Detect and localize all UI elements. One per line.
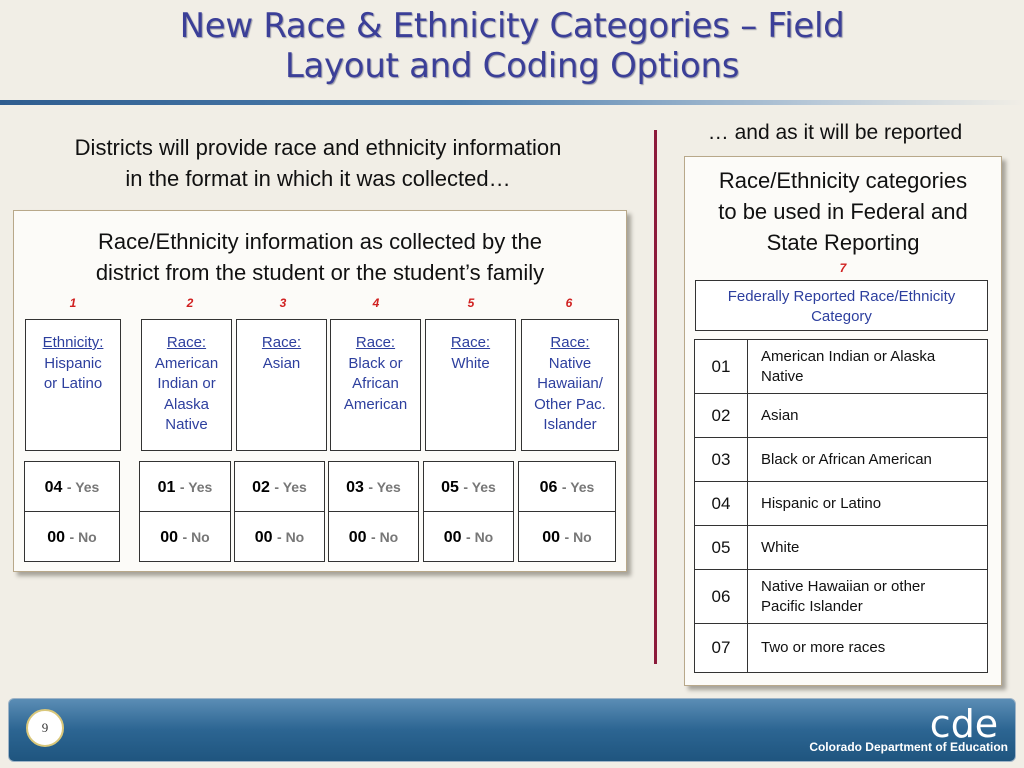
- category-name-line: Islander: [543, 416, 597, 433]
- federal-label-line: Pacific Islander: [761, 597, 863, 615]
- no-code: 00: [443, 529, 462, 546]
- federal-header-line-2: Category: [811, 308, 872, 325]
- federal-code: 01: [695, 340, 748, 393]
- category-name: [142, 354, 231, 436]
- category-name-line: Native: [165, 416, 208, 433]
- category-name-line: or Latino: [43, 375, 103, 392]
- no-code-row: [140, 512, 230, 562]
- federal-label-line: American Indian or Alaska: [761, 347, 936, 365]
- yes-label: - Yes: [368, 479, 401, 495]
- category-name-line: Black or: [348, 354, 403, 372]
- federal-label: Black or African American: [761, 450, 932, 468]
- federal-code: 06: [695, 570, 748, 623]
- category-name-line: Indian or: [157, 375, 216, 392]
- no-label: - No: [466, 529, 494, 545]
- table-row: [695, 526, 987, 570]
- federal-label: Hispanic or Latino: [761, 494, 882, 512]
- collected-title-line-1: Race/Ethnicity information as collected by the: [98, 229, 542, 254]
- federal-category-header: [695, 280, 988, 331]
- org-name: Colorado Department of Education: [809, 740, 1008, 754]
- table-row: [695, 482, 987, 526]
- federal-label: [761, 570, 983, 623]
- no-code: 00: [254, 529, 273, 546]
- category-name-line: Hispanic: [44, 354, 102, 372]
- table-row: [695, 340, 987, 394]
- no-code: 00: [348, 529, 367, 546]
- yes-code-row: [25, 462, 119, 512]
- category-box-ethnicity: [25, 319, 121, 451]
- category-name: [237, 354, 326, 375]
- no-code: 00: [542, 529, 561, 546]
- reported-title-line-1: Race/Ethnicity categories: [718, 168, 968, 193]
- no-label: - No: [69, 529, 97, 545]
- category-heading: Ethnicity:: [42, 334, 104, 351]
- category-name-line: Alaska: [163, 395, 210, 413]
- federal-code: 02: [695, 394, 748, 437]
- yes-code-row: [140, 462, 230, 512]
- category-name-line: Asian: [262, 354, 301, 372]
- category-box-native-hawaiian: [521, 319, 619, 451]
- federal-code: 07: [695, 624, 748, 672]
- code-box-american-indian: [139, 461, 231, 562]
- reported-title-line-3: State Reporting: [766, 230, 920, 255]
- category-name: [26, 354, 120, 395]
- category-number-7: 7: [839, 261, 847, 275]
- yes-code-row: [519, 462, 615, 512]
- category-box-white: [425, 319, 516, 451]
- no-label: - No: [371, 529, 399, 545]
- category-name: [522, 354, 618, 436]
- category-box-asian: [236, 319, 327, 451]
- slide-title-line-1: New Race & Ethnicity Categories – Field: [179, 6, 845, 46]
- federal-label-line: Native: [761, 367, 804, 385]
- yes-label: - Yes: [463, 479, 496, 495]
- collected-panel-title: [14, 226, 626, 288]
- federal-label: Two or more races: [761, 639, 886, 656]
- category-heading: Race:: [261, 334, 302, 351]
- federal-label: [761, 340, 983, 393]
- category-name-line: Native: [548, 354, 592, 372]
- yes-code: 04: [44, 479, 63, 496]
- category-box-black: [330, 319, 421, 451]
- yes-label: - Yes: [274, 479, 307, 495]
- yes-code: 05: [441, 479, 459, 496]
- category-name-line: African: [352, 375, 399, 392]
- no-label: - No: [277, 529, 305, 545]
- code-box-ethnicity: [24, 461, 120, 562]
- table-row: [695, 624, 987, 672]
- reported-heading: … and as it will be reported: [707, 121, 963, 144]
- category-name-line: Hawaiian/: [537, 375, 603, 392]
- category-heading: Race:: [550, 334, 590, 351]
- logo-text: cde: [929, 703, 999, 743]
- title-rule: [0, 100, 1024, 105]
- no-code: 00: [47, 529, 66, 546]
- table-row: [695, 570, 987, 624]
- table-row: [695, 394, 987, 438]
- category-number: 3: [279, 296, 287, 310]
- federal-category-table: [694, 339, 988, 673]
- yes-label: - Yes: [179, 479, 213, 495]
- no-label: - No: [564, 529, 592, 545]
- yes-label: - Yes: [66, 479, 100, 495]
- reported-panel-title: [685, 165, 1001, 258]
- intro-text: [18, 132, 618, 194]
- category-heading: Race:: [355, 334, 396, 351]
- category-name-line: American: [154, 354, 219, 372]
- category-number: 4: [372, 296, 380, 310]
- yes-code: 06: [539, 479, 558, 496]
- category-heading: Race:: [166, 334, 207, 351]
- category-name: [426, 354, 515, 375]
- no-code: 00: [160, 529, 179, 546]
- no-label: - No: [182, 529, 210, 545]
- reported-title-line-2: to be used in Federal and: [718, 199, 968, 224]
- federal-header-line-1: Federally Reported Race/Ethnicity: [727, 288, 956, 305]
- no-code-row: [519, 512, 615, 562]
- code-box-native-hawaiian: [518, 461, 616, 562]
- category-number: 1: [69, 296, 77, 310]
- page-number: 9: [26, 709, 64, 747]
- no-code-row: [25, 512, 119, 562]
- category-number: 6: [565, 296, 573, 310]
- yes-code-row: [329, 462, 418, 512]
- federal-code: 05: [695, 526, 748, 569]
- no-code-row: [329, 512, 418, 562]
- federal-label: White: [761, 538, 800, 556]
- yes-label: - Yes: [561, 479, 595, 495]
- federal-code: 04: [695, 482, 748, 525]
- category-name-line: White: [451, 354, 490, 372]
- category-number: 2: [186, 296, 194, 310]
- slide-title-line-2: Layout and Coding Options: [284, 46, 740, 86]
- yes-code: 01: [157, 479, 176, 496]
- code-box-white: [423, 461, 514, 562]
- cde-logo-icon: [916, 703, 1012, 743]
- no-code-row: [235, 512, 324, 562]
- vertical-divider: [654, 130, 657, 664]
- category-name-line: American: [343, 395, 408, 413]
- federal-label: Asian: [761, 406, 799, 424]
- code-box-black: [328, 461, 419, 562]
- slide-title: [0, 6, 1024, 86]
- intro-line-2: in the format in which it was collected…: [125, 166, 511, 191]
- code-box-asian: [234, 461, 325, 562]
- category-number: 5: [467, 296, 475, 310]
- category-name-line: Other Pac.: [534, 395, 606, 413]
- category-box-american-indian: [141, 319, 232, 451]
- table-row: [695, 438, 987, 482]
- intro-line-1: Districts will provide race and ethnicity information: [74, 135, 562, 160]
- category-heading: Race:: [450, 334, 491, 351]
- category-name: [331, 354, 420, 416]
- federal-label-line: Native Hawaiian or other: [761, 577, 926, 595]
- no-code-row: [424, 512, 513, 562]
- yes-code: 03: [346, 479, 364, 496]
- yes-code-row: [235, 462, 324, 512]
- collected-title-line-2: district from the student or the student’s family: [95, 260, 545, 285]
- federal-code: 03: [695, 438, 748, 481]
- yes-code-row: [424, 462, 513, 512]
- yes-code: 02: [252, 479, 270, 496]
